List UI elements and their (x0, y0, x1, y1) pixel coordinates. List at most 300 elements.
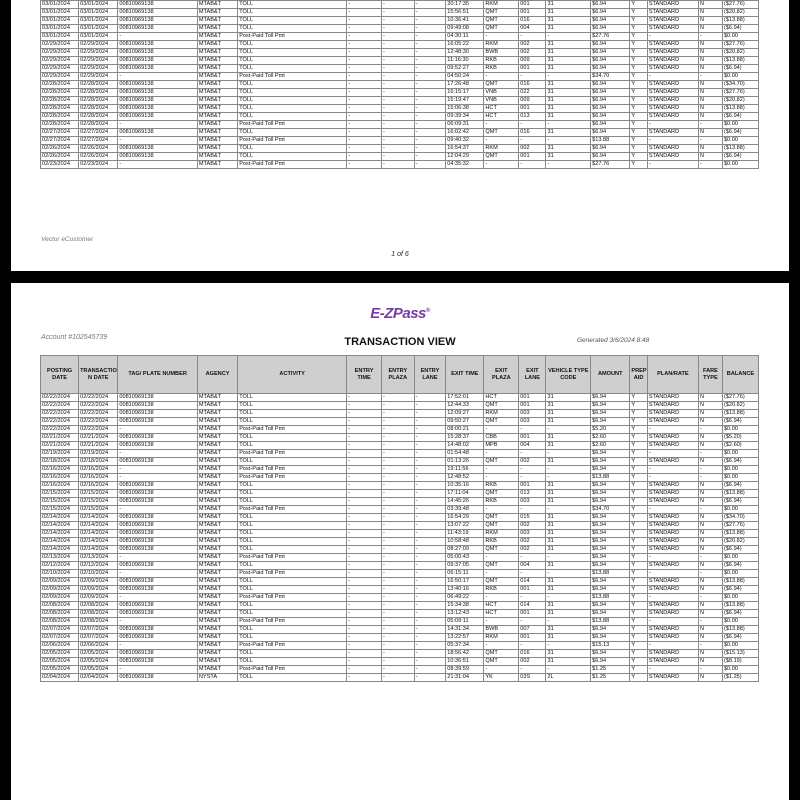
table-row (41, 466, 759, 474)
table-cell-agency: MTAB&T (197, 9, 237, 17)
table-cell-plan-rate: STANDARD (647, 394, 698, 402)
table-cell-prepaid: Y (630, 658, 647, 666)
table-cell-balance: ($27.76) (722, 394, 758, 402)
table-cell-amount: $6.94 (591, 49, 630, 57)
table-cell-exit-plaza: RKM (484, 530, 519, 538)
table-cell-amount: $27.76 (591, 161, 630, 169)
table-cell-tag-plate-number: 00810969138 (118, 17, 198, 25)
table-cell-plan-rate: STANDARD (647, 97, 698, 105)
table-cell-entry-lane: - (414, 402, 446, 410)
table-cell-exit-lane: 001 (519, 482, 546, 490)
table-cell-plan-rate: STANDARD (647, 105, 698, 113)
table-cell-transaction-date: 02/16/2024 (79, 482, 118, 490)
table-cell-entry-plaza: - (381, 618, 414, 626)
table-cell-balance: $0.00 (722, 642, 758, 650)
table-cell-agency: MTAB&T (197, 394, 237, 402)
table-cell-tag-plate-number: 00810969138 (118, 610, 198, 618)
table-cell-plan-rate: STANDARD (647, 538, 698, 546)
table-cell-vehicle-type-code: 31 (546, 634, 591, 642)
table-cell-tag-plate-number: 00810969138 (118, 25, 198, 33)
table-cell-balance: ($13.88) (722, 410, 758, 418)
table-cell-exit-plaza: - (484, 121, 519, 129)
table-cell-entry-time: - (347, 9, 382, 17)
table-cell-exit-time: 14:48:02 (446, 442, 484, 450)
table-cell-entry-time: - (347, 642, 382, 650)
table-cell-activity: TOLL (238, 97, 347, 105)
table-cell-agency: MTAB&T (197, 113, 237, 121)
table-cell-entry-lane: - (414, 570, 446, 578)
table-cell-exit-plaza: QMT (484, 25, 519, 33)
table-cell-transaction-date: 02/09/2024 (79, 578, 118, 586)
table-cell-activity: TOLL (238, 145, 347, 153)
table-cell-fare-type: N (698, 490, 722, 498)
table-cell-prepaid: Y (630, 586, 647, 594)
table-cell-entry-lane: - (414, 137, 446, 145)
table-cell-prepaid: Y (630, 394, 647, 402)
table-cell-vehicle-type-code: 31 (546, 402, 591, 410)
table-cell-fare-type: - (698, 121, 722, 129)
table-cell-prepaid: Y (630, 498, 647, 506)
table-cell-entry-time: - (347, 570, 382, 578)
table-row (41, 658, 759, 666)
table-cell-transaction-date: 02/29/2024 (79, 73, 118, 81)
table-cell-transaction-date: 02/29/2024 (79, 41, 118, 49)
table-cell-fare-type: N (698, 434, 722, 442)
table-cell-exit-lane: 001 (519, 610, 546, 618)
table-cell-entry-lane: - (414, 490, 446, 498)
table-cell-exit-plaza: HCT (484, 610, 519, 618)
table-cell-activity: TOLL (238, 514, 347, 522)
table-cell-fare-type: - (698, 554, 722, 562)
table-cell-vehicle-type-code: 2L (546, 674, 591, 682)
table-cell-balance: ($8.19) (722, 658, 758, 666)
table-cell-balance: $0.00 (722, 506, 758, 514)
table-cell-fare-type: N (698, 153, 722, 161)
table-cell-exit-time: 12:04:29 (446, 153, 484, 161)
table-cell-exit-lane: 001 (519, 153, 546, 161)
table-cell-prepaid: Y (630, 17, 647, 25)
table-cell-entry-time: - (347, 546, 382, 554)
table-cell-exit-time: 13:22:57 (446, 634, 484, 642)
table-cell-amount: $1.25 (591, 674, 630, 682)
table-cell-exit-plaza: QMT (484, 490, 519, 498)
table-cell-exit-plaza: VNB (484, 89, 519, 97)
table-cell-vehicle-type-code: 31 (546, 530, 591, 538)
table-cell-balance: ($13.88) (722, 490, 758, 498)
table-cell-exit-time: 08:39:59 (446, 666, 484, 674)
table-cell-tag-plate-number: 00810969138 (118, 634, 198, 642)
table-cell-fare-type: - (698, 642, 722, 650)
table-cell-transaction-date: 02/16/2024 (79, 474, 118, 482)
table-row (41, 153, 759, 161)
column-header-exit-time: EXIT TIME (446, 356, 484, 394)
table-cell-plan-rate: STANDARD (647, 1, 698, 9)
table-cell-entry-plaza: - (381, 586, 414, 594)
table-cell-exit-lane: 022 (519, 89, 546, 97)
table-cell-activity: TOLL (238, 434, 347, 442)
table-cell-fare-type: N (698, 25, 722, 33)
table-cell-agency: MTAB&T (197, 73, 237, 81)
table-cell-fare-type: N (698, 634, 722, 642)
table-cell-vehicle-type-code: 31 (546, 105, 591, 113)
table-cell-entry-lane: - (414, 626, 446, 634)
table-cell-plan-rate: STANDARD (647, 530, 698, 538)
table-cell-posting-date: 02/28/2024 (41, 89, 79, 97)
table-cell-agency: MTAB&T (197, 602, 237, 610)
table-cell-agency: MTAB&T (197, 522, 237, 530)
table-row (41, 594, 759, 602)
table-cell-prepaid: Y (630, 81, 647, 89)
table-cell-activity: TOLL (238, 586, 347, 594)
table-row (41, 137, 759, 145)
table-cell-fare-type: N (698, 89, 722, 97)
table-cell-posting-date: 02/04/2024 (41, 674, 79, 682)
table-cell-transaction-date: 02/14/2024 (79, 538, 118, 546)
table-cell-transaction-date: 02/05/2024 (79, 650, 118, 658)
table-cell-fare-type: N (698, 482, 722, 490)
table-cell-exit-time: 17:26:48 (446, 81, 484, 89)
table-cell-transaction-date: 02/29/2024 (79, 49, 118, 57)
table-cell-fare-type: N (698, 610, 722, 618)
table-cell-amount: $6.94 (591, 650, 630, 658)
table-cell-entry-time: - (347, 586, 382, 594)
table-cell-amount: $6.94 (591, 554, 630, 562)
table-cell-agency: MTAB&T (197, 161, 237, 169)
table-cell-balance: $0.00 (722, 121, 758, 129)
table-cell-entry-time: - (347, 402, 382, 410)
table-cell-transaction-date: 02/15/2024 (79, 506, 118, 514)
table-cell-tag-plate-number: 00810969138 (118, 81, 198, 89)
table-cell-agency: MTAB&T (197, 546, 237, 554)
table-cell-posting-date: 02/18/2024 (41, 458, 79, 466)
pdf-page-1 (11, 0, 789, 271)
table-cell-exit-time: 09:49:08 (446, 25, 484, 33)
table-cell-posting-date: 02/08/2024 (41, 602, 79, 610)
table-cell-transaction-date: 02/15/2024 (79, 498, 118, 506)
table-cell-posting-date: 02/14/2024 (41, 538, 79, 546)
table-cell-fare-type: N (698, 514, 722, 522)
table-cell-exit-plaza: QMT (484, 17, 519, 25)
table-cell-entry-time: - (347, 97, 382, 105)
table-cell-entry-lane: - (414, 1, 446, 9)
table-cell-exit-plaza: - (484, 570, 519, 578)
table-cell-exit-lane: 013 (519, 113, 546, 121)
table-cell-posting-date: 02/09/2024 (41, 594, 79, 602)
table-cell-entry-time: - (347, 482, 382, 490)
table-cell-activity: Post-Paid Toll Pmt (238, 554, 347, 562)
table-cell-amount: $6.94 (591, 105, 630, 113)
table-cell-amount: $6.94 (591, 153, 630, 161)
table-cell-fare-type: N (698, 498, 722, 506)
table-cell-tag-plate-number: 00810969138 (118, 57, 198, 65)
table-row (41, 514, 759, 522)
table-cell-entry-lane: - (414, 97, 446, 105)
table-cell-entry-plaza: - (381, 498, 414, 506)
table-cell-amount: $13.88 (591, 474, 630, 482)
table-cell-balance: ($20.82) (722, 9, 758, 17)
table-row (41, 634, 759, 642)
table-cell-tag-plate-number: - (118, 594, 198, 602)
table-cell-fare-type: N (698, 458, 722, 466)
table-cell-amount: $1.25 (591, 666, 630, 674)
table-cell-prepaid: Y (630, 666, 647, 674)
table-cell-plan-rate: STANDARD (647, 586, 698, 594)
table-cell-activity: Post-Paid Toll Pmt (238, 506, 347, 514)
table-cell-exit-lane: 003 (519, 498, 546, 506)
table-row (41, 25, 759, 33)
table-cell-posting-date: 02/07/2024 (41, 634, 79, 642)
table-cell-transaction-date: 02/08/2024 (79, 618, 118, 626)
table-cell-agency: MTAB&T (197, 49, 237, 57)
table-cell-entry-plaza: - (381, 522, 414, 530)
table-cell-fare-type: N (698, 1, 722, 9)
table-cell-prepaid: Y (630, 602, 647, 610)
table-cell-entry-time: - (347, 105, 382, 113)
table-cell-entry-time: - (347, 674, 382, 682)
table-cell-posting-date: 02/13/2024 (41, 554, 79, 562)
table-cell-tag-plate-number: - (118, 474, 198, 482)
table-cell-vehicle-type-code: - (546, 33, 591, 41)
table-cell-exit-plaza: RKB (484, 65, 519, 73)
table-cell-entry-lane: - (414, 65, 446, 73)
table-cell-exit-lane: - (519, 137, 546, 145)
table-cell-prepaid: Y (630, 65, 647, 73)
table-cell-amount: $6.94 (591, 450, 630, 458)
ezpass-logo (11, 305, 789, 322)
table-cell-prepaid: Y (630, 402, 647, 410)
table-cell-posting-date: 02/22/2024 (41, 402, 79, 410)
table-cell-plan-rate: - (647, 161, 698, 169)
table-cell-activity: Post-Paid Toll Pmt (238, 450, 347, 458)
table-cell-entry-plaza: - (381, 161, 414, 169)
table-cell-entry-plaza: - (381, 506, 414, 514)
table-cell-plan-rate: - (647, 618, 698, 626)
table-cell-fare-type: N (698, 129, 722, 137)
table-cell-exit-time: 16:05:22 (446, 41, 484, 49)
table-cell-tag-plate-number: 00810969138 (118, 658, 198, 666)
table-row (41, 530, 759, 538)
table-cell-exit-plaza: QMT (484, 458, 519, 466)
table-cell-vehicle-type-code: - (546, 554, 591, 562)
table-cell-exit-plaza: - (484, 618, 519, 626)
table-cell-prepaid: Y (630, 137, 647, 145)
table-cell-amount: $2.60 (591, 442, 630, 450)
table-cell-exit-plaza: QMT (484, 522, 519, 530)
table-cell-vehicle-type-code: 31 (546, 498, 591, 506)
table-row (41, 426, 759, 434)
table-cell-exit-time: 04:50:24 (446, 73, 484, 81)
table-cell-amount: $6.94 (591, 57, 630, 65)
table-cell-prepaid: Y (630, 434, 647, 442)
table-cell-exit-plaza: BWB (484, 49, 519, 57)
table-cell-entry-plaza: - (381, 610, 414, 618)
table-cell-exit-time: 10:58:48 (446, 538, 484, 546)
table-cell-tag-plate-number: 00810969138 (118, 578, 198, 586)
table-cell-vehicle-type-code: 31 (546, 418, 591, 426)
table-cell-tag-plate-number: - (118, 121, 198, 129)
table-cell-exit-plaza: - (484, 73, 519, 81)
table-cell-exit-time: 06:09:31 (446, 121, 484, 129)
table-cell-transaction-date: 02/22/2024 (79, 402, 118, 410)
table-cell-balance: $0.00 (722, 466, 758, 474)
table-cell-exit-time: 11:43:19 (446, 530, 484, 538)
column-header-prepaid: PREP AID (630, 356, 647, 394)
table-cell-entry-plaza: - (381, 626, 414, 634)
table-cell-exit-plaza: RKB (484, 498, 519, 506)
table-cell-plan-rate: STANDARD (647, 626, 698, 634)
table-cell-transaction-date: 02/28/2024 (79, 105, 118, 113)
table-cell-plan-rate: - (647, 594, 698, 602)
table-row (41, 81, 759, 89)
table-cell-entry-lane: - (414, 73, 446, 81)
table-cell-entry-lane: - (414, 522, 446, 530)
table-cell-activity: TOLL (238, 562, 347, 570)
column-header-amount: AMOUNT (591, 356, 630, 394)
table-cell-agency: MTAB&T (197, 594, 237, 602)
table-cell-activity: TOLL (238, 410, 347, 418)
table-row (41, 33, 759, 41)
table-cell-prepaid: Y (630, 426, 647, 434)
table-row (41, 490, 759, 498)
table-cell-vehicle-type-code: - (546, 450, 591, 458)
table-cell-tag-plate-number: 00810969138 (118, 129, 198, 137)
table-cell-exit-lane: 002 (519, 546, 546, 554)
table-cell-agency: MTAB&T (197, 33, 237, 41)
table-cell-agency: MTAB&T (197, 466, 237, 474)
table-cell-balance: ($6.94) (722, 482, 758, 490)
table-cell-activity: TOLL (238, 402, 347, 410)
table-cell-activity: TOLL (238, 153, 347, 161)
table-cell-entry-lane: - (414, 514, 446, 522)
table-cell-amount: $6.94 (591, 458, 630, 466)
table-cell-posting-date: 02/14/2024 (41, 514, 79, 522)
table-cell-tag-plate-number: 00810969138 (118, 514, 198, 522)
table-cell-prepaid: Y (630, 161, 647, 169)
table-cell-vehicle-type-code: 31 (546, 482, 591, 490)
table-cell-tag-plate-number: 00810969138 (118, 418, 198, 426)
table-cell-exit-time: 18:56:42 (446, 650, 484, 658)
table-cell-entry-time: - (347, 658, 382, 666)
table-cell-entry-lane: - (414, 674, 446, 682)
table-cell-entry-plaza: - (381, 41, 414, 49)
table-cell-vehicle-type-code: 31 (546, 65, 591, 73)
table-cell-tag-plate-number: 00810969138 (118, 442, 198, 450)
table-cell-exit-lane: 001 (519, 434, 546, 442)
table-cell-agency: MTAB&T (197, 418, 237, 426)
table-cell-exit-time: 16:54:37 (446, 145, 484, 153)
table-row (41, 570, 759, 578)
table-cell-entry-time: - (347, 530, 382, 538)
column-header-activity: ACTIVITY (238, 356, 347, 394)
table-cell-posting-date: 02/22/2024 (41, 418, 79, 426)
table-row (41, 642, 759, 650)
table-cell-exit-time: 12:48:30 (446, 49, 484, 57)
table-cell-posting-date: 02/28/2024 (41, 121, 79, 129)
table-cell-tag-plate-number: 00810969138 (118, 394, 198, 402)
table-cell-transaction-date: 02/12/2024 (79, 562, 118, 570)
table-cell-exit-plaza: RKM (484, 41, 519, 49)
table-cell-entry-plaza: - (381, 410, 414, 418)
table-cell-exit-plaza: VNB (484, 97, 519, 105)
table-cell-agency: MTAB&T (197, 554, 237, 562)
table-row (41, 9, 759, 17)
table-cell-amount: $6.94 (591, 578, 630, 586)
table-cell-activity: TOLL (238, 634, 347, 642)
table-cell-tag-plate-number: - (118, 426, 198, 434)
table-cell-fare-type: - (698, 73, 722, 81)
table-cell-agency: MTAB&T (197, 530, 237, 538)
column-header-exit-plaza: EXIT PLAZA (484, 356, 519, 394)
table-cell-entry-lane: - (414, 634, 446, 642)
table-cell-amount: $6.94 (591, 25, 630, 33)
table-row (41, 546, 759, 554)
table-cell-exit-plaza: - (484, 426, 519, 434)
table-cell-transaction-date: 02/29/2024 (79, 57, 118, 65)
table-cell-vehicle-type-code: 31 (546, 17, 591, 25)
table-cell-entry-plaza: - (381, 1, 414, 9)
table-cell-exit-lane: 009 (519, 97, 546, 105)
table-cell-transaction-date: 02/21/2024 (79, 434, 118, 442)
table-row (41, 89, 759, 97)
table-cell-transaction-date: 02/07/2024 (79, 634, 118, 642)
table-cell-amount: $13.88 (591, 618, 630, 626)
table-cell-balance: ($13.88) (722, 145, 758, 153)
table-cell-exit-lane: - (519, 594, 546, 602)
table-cell-balance: ($6.94) (722, 634, 758, 642)
table-cell-activity: TOLL (238, 89, 347, 97)
table-cell-plan-rate: STANDARD (647, 610, 698, 618)
table-cell-balance: ($27.76) (722, 1, 758, 9)
table-cell-transaction-date: 02/14/2024 (79, 546, 118, 554)
table-cell-tag-plate-number: - (118, 466, 198, 474)
table-cell-exit-lane: 002 (519, 658, 546, 666)
table-cell-entry-time: - (347, 442, 382, 450)
table-cell-prepaid: Y (630, 57, 647, 65)
table-cell-activity: TOLL (238, 442, 347, 450)
table-cell-exit-plaza: - (484, 642, 519, 650)
table-cell-plan-rate: STANDARD (647, 145, 698, 153)
table-cell-amount: $6.94 (591, 65, 630, 73)
table-cell-tag-plate-number: 00810969138 (118, 113, 198, 121)
table-cell-entry-plaza: - (381, 570, 414, 578)
table-cell-entry-time: - (347, 498, 382, 506)
table-cell-agency: MTAB&T (197, 482, 237, 490)
table-cell-agency: MTAB&T (197, 618, 237, 626)
table-cell-entry-plaza: - (381, 658, 414, 666)
table-cell-exit-time: 12:48:52 (446, 474, 484, 482)
table-cell-vehicle-type-code: - (546, 137, 591, 145)
table-cell-tag-plate-number: 00810969138 (118, 89, 198, 97)
table-cell-plan-rate: STANDARD (647, 25, 698, 33)
table-cell-tag-plate-number: 00810969138 (118, 434, 198, 442)
table-cell-plan-rate: STANDARD (647, 442, 698, 450)
table-cell-fare-type: - (698, 666, 722, 674)
table-cell-vehicle-type-code: 31 (546, 113, 591, 121)
table-cell-plan-rate: STANDARD (647, 402, 698, 410)
table-cell-posting-date: 02/21/2024 (41, 434, 79, 442)
table-cell-balance: ($27.76) (722, 89, 758, 97)
table-cell-plan-rate: - (647, 73, 698, 81)
transaction-table-page-1 (40, 0, 759, 169)
table-cell-entry-plaza: - (381, 49, 414, 57)
table-row (41, 49, 759, 57)
table-cell-fare-type: - (698, 474, 722, 482)
table-cell-entry-lane: - (414, 482, 446, 490)
table-row (41, 113, 759, 121)
table-header-row (41, 356, 759, 394)
table-cell-amount: $2.60 (591, 434, 630, 442)
table-cell-fare-type: N (698, 394, 722, 402)
